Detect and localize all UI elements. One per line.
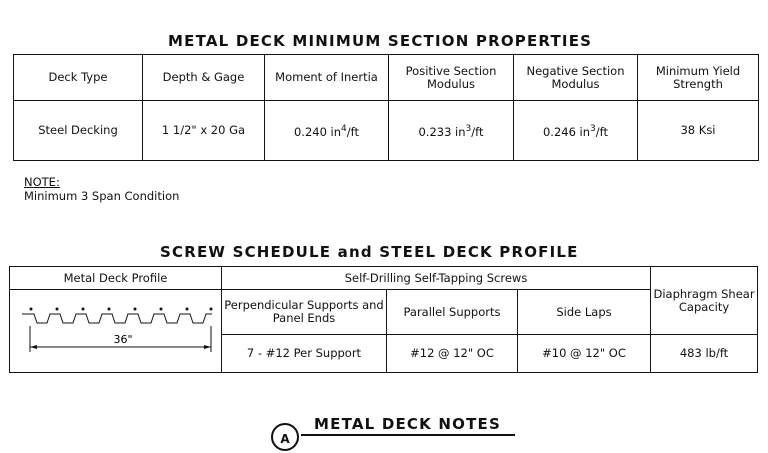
negative-modulus-exponent: 3 xyxy=(590,123,596,134)
span-note xyxy=(24,175,179,203)
notes-title-underline xyxy=(301,434,515,436)
header-moment-of-inertia: Moment of Inertia xyxy=(265,55,389,101)
cell-deck-type: Steel Decking xyxy=(14,101,143,161)
note-text: Minimum 3 Span Condition xyxy=(24,189,180,203)
cell-moment-of-inertia xyxy=(265,101,389,161)
screw-schedule-title: SCREW SCHEDULE and STEEL DECK PROFILE xyxy=(160,243,579,261)
notes-marker-circle: A xyxy=(271,423,299,451)
positive-modulus-unit: /ft xyxy=(471,124,484,139)
header-metal-deck-profile: Metal Deck Profile xyxy=(10,267,222,290)
cell-minimum-yield-strength: 38 Ksi xyxy=(638,101,759,161)
header-positive-section-modulus: Positive Section Modulus xyxy=(389,55,514,101)
screw-schedule-table xyxy=(9,266,758,373)
deck-profile-cell xyxy=(10,290,222,373)
header-depth-gage: Depth & Gage xyxy=(143,55,265,101)
header-diaphragm-shear-capacity: Diaphragm Shear Capacity xyxy=(651,267,758,335)
cell-negative-section-modulus xyxy=(514,101,638,161)
negative-modulus-unit: /ft xyxy=(595,124,609,139)
positive-modulus-value: 0.233 in xyxy=(418,124,466,139)
profile-dimension: 36" xyxy=(113,333,133,346)
cell-parallel-screws: #12 @ 12" OC xyxy=(387,335,518,373)
cell-shear-capacity: 483 lb/ft xyxy=(651,335,758,373)
cell-side-lap-screws: #10 @ 12" OC xyxy=(518,335,651,373)
header-side-laps: Side Laps xyxy=(518,290,651,335)
inertia-unit: /ft xyxy=(346,124,360,139)
cell-positive-section-modulus xyxy=(389,101,514,161)
cell-perpendicular-screws: 7 - #12 Per Support xyxy=(222,335,387,373)
header-self-drilling-screws: Self-Drilling Self-Tapping Screws xyxy=(222,267,651,290)
header-perpendicular-supports: Perpendicular Supports and Panel Ends xyxy=(222,290,387,335)
header-parallel-supports: Parallel Supports xyxy=(387,290,518,335)
inertia-value: 0.240 in xyxy=(293,124,342,139)
header-negative-section-modulus: Negative Section Modulus xyxy=(514,55,638,101)
header-deck-type: Deck Type xyxy=(14,55,143,101)
negative-modulus-value: 0.246 in xyxy=(542,124,591,139)
header-minimum-yield-strength: Minimum Yield Strength xyxy=(638,55,759,101)
cell-depth-gage: 1 1/2" x 20 Ga xyxy=(143,101,265,161)
inertia-exponent: 4 xyxy=(341,123,347,134)
positive-modulus-exponent: 3 xyxy=(465,123,472,134)
deck-profile-diagram xyxy=(10,290,220,372)
metal-deck-notes-title: METAL DECK NOTES xyxy=(314,415,501,433)
section-properties-table xyxy=(13,54,759,161)
note-heading: NOTE: xyxy=(24,175,60,189)
section-properties-title: METAL DECK MINIMUM SECTION PROPERTIES xyxy=(168,32,593,50)
